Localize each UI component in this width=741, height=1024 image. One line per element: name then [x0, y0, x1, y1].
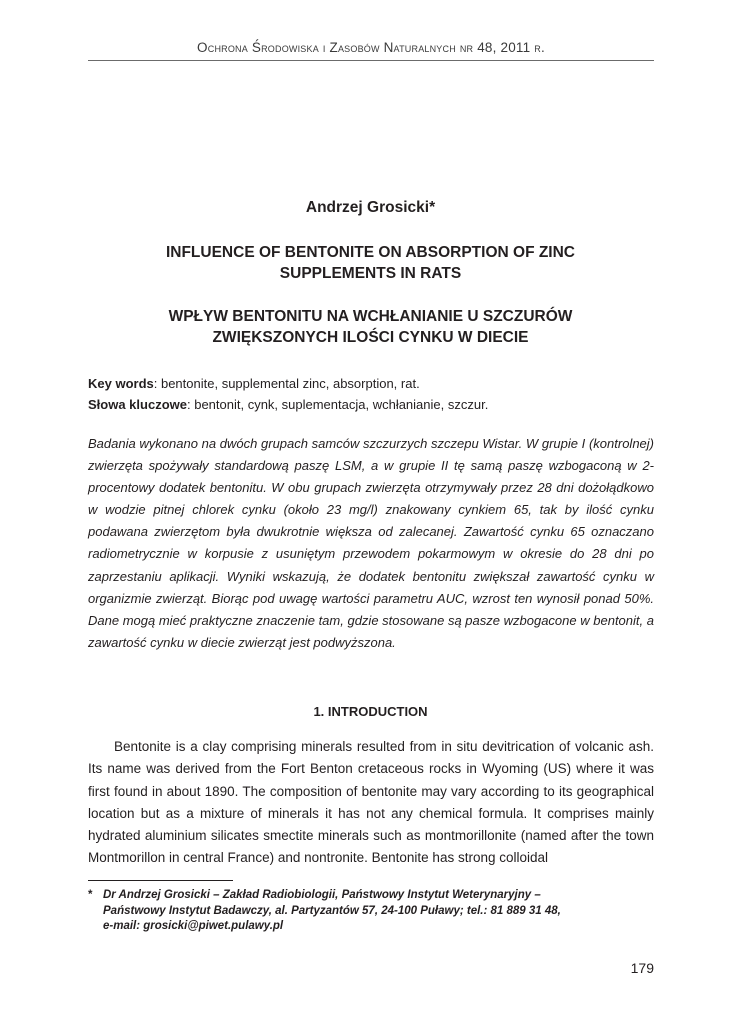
footnote-divider	[88, 880, 233, 881]
author-name: Andrzej Grosicki*	[305, 199, 436, 216]
keywords-polish	[88, 394, 654, 415]
keywords-english	[88, 373, 654, 394]
footnote-marker: *	[88, 889, 93, 901]
title-polish-line-1: WPŁYW BENTONITU NA WCHŁANIANIE U SZCZURÓW	[168, 308, 573, 325]
slowa-kluczowe-value: : bentonit, cynk, suplementacja, wchłanianie, szczur.	[186, 397, 489, 412]
footnote	[88, 888, 654, 935]
keywords-value: : bentonite, supplemental zinc, absorption, rat.	[153, 376, 420, 391]
title-english-line-1: INFLUENCE OF BENTONITE ON ABSORPTION OF ZINC	[165, 244, 576, 261]
keywords-block	[88, 373, 654, 415]
abstract-polish: Badania wykonano na dwóch grupach samców szczurzych szczepu Wistar. W grupie I (kontrolnej) zwierzęta spożywały standardową paszę LSM, a w grupie II tę samą paszę wzbogaconą w 2-procentowy dodatek bentonitu. W obu grupach zwierzęta otrzymywały przez 28 dni dożołądkowo w wodzie pitnej chlorek cynku (około 23 mg/l) znakowany cynkiem 65, tak by ilość cynku podawana zwierzętom była dwukrotnie większa od zalecanej. Zawartość cynku 65 oznaczano radiometrycznie w korpusie z usuniętym przewodem pokarmowym w okresie do 28 dni po zaprzestaniu aplikacji. Wyniki wskazują, że dodatek bentonitu zwiększał zawartość cynku w organizmie zwierząt. Biorąc pod uwagę wartości parametru AUC, wzrost ten wynosił ponad 50%. Dane mogą mieć praktyczne znaczenie tam, gdzie stosowane są pasze wzbogacone w bentonit, a zawartość cynku w diecie zwierząt jest podwyższona.	[88, 436, 654, 650]
footnote-line-3: e-mail: grosicki@piwet.pulawy.pl	[103, 920, 284, 932]
footnote-line-1: Dr Andrzej Grosicki – Zakład Radiobiologii, Państwowy Instytut Weterynaryjny –	[103, 889, 541, 901]
title-polish	[100, 306, 641, 348]
keywords-label: Key words	[88, 376, 154, 391]
title-polish-line-2: ZWIĘKSZONYCH ILOŚCI CYNKU W DIECIE	[212, 329, 529, 346]
introduction-paragraph: Bentonite is a clay comprising minerals resulted from in situ devitrication of volcanic ash. Its name was derived from the Fort Benton cretaceous rocks in Wyoming (US) where it was first found in about 1890. The composition of bentonite may vary according to its geographical location but as a mixture of minerals it has not any chemical formula. It comprises mainly hydrated aluminium silicates smectite minerals such as montmorillonite (named after the town Montmorillon in central France) and nontronite. Bentonite has strong colloidal	[88, 739, 654, 866]
title-english-line-2: SUPPLEMENTS IN RATS	[279, 265, 462, 282]
footnote-line-2: Państwowy Instytut Badawczy, al. Partyzantów 57, 24-100 Puławy; tel.: 81 889 31 48,	[103, 904, 561, 917]
title-english	[100, 242, 641, 284]
running-header: Ochrona Środowiska i Zasobów Naturalnych nr 48, 2011 r.	[88, 40, 654, 61]
page-number: 179	[630, 960, 654, 976]
section-heading-introduction: 1. INTRODUCTION	[313, 704, 428, 719]
slowa-kluczowe-label: Słowa kluczowe	[88, 397, 187, 412]
